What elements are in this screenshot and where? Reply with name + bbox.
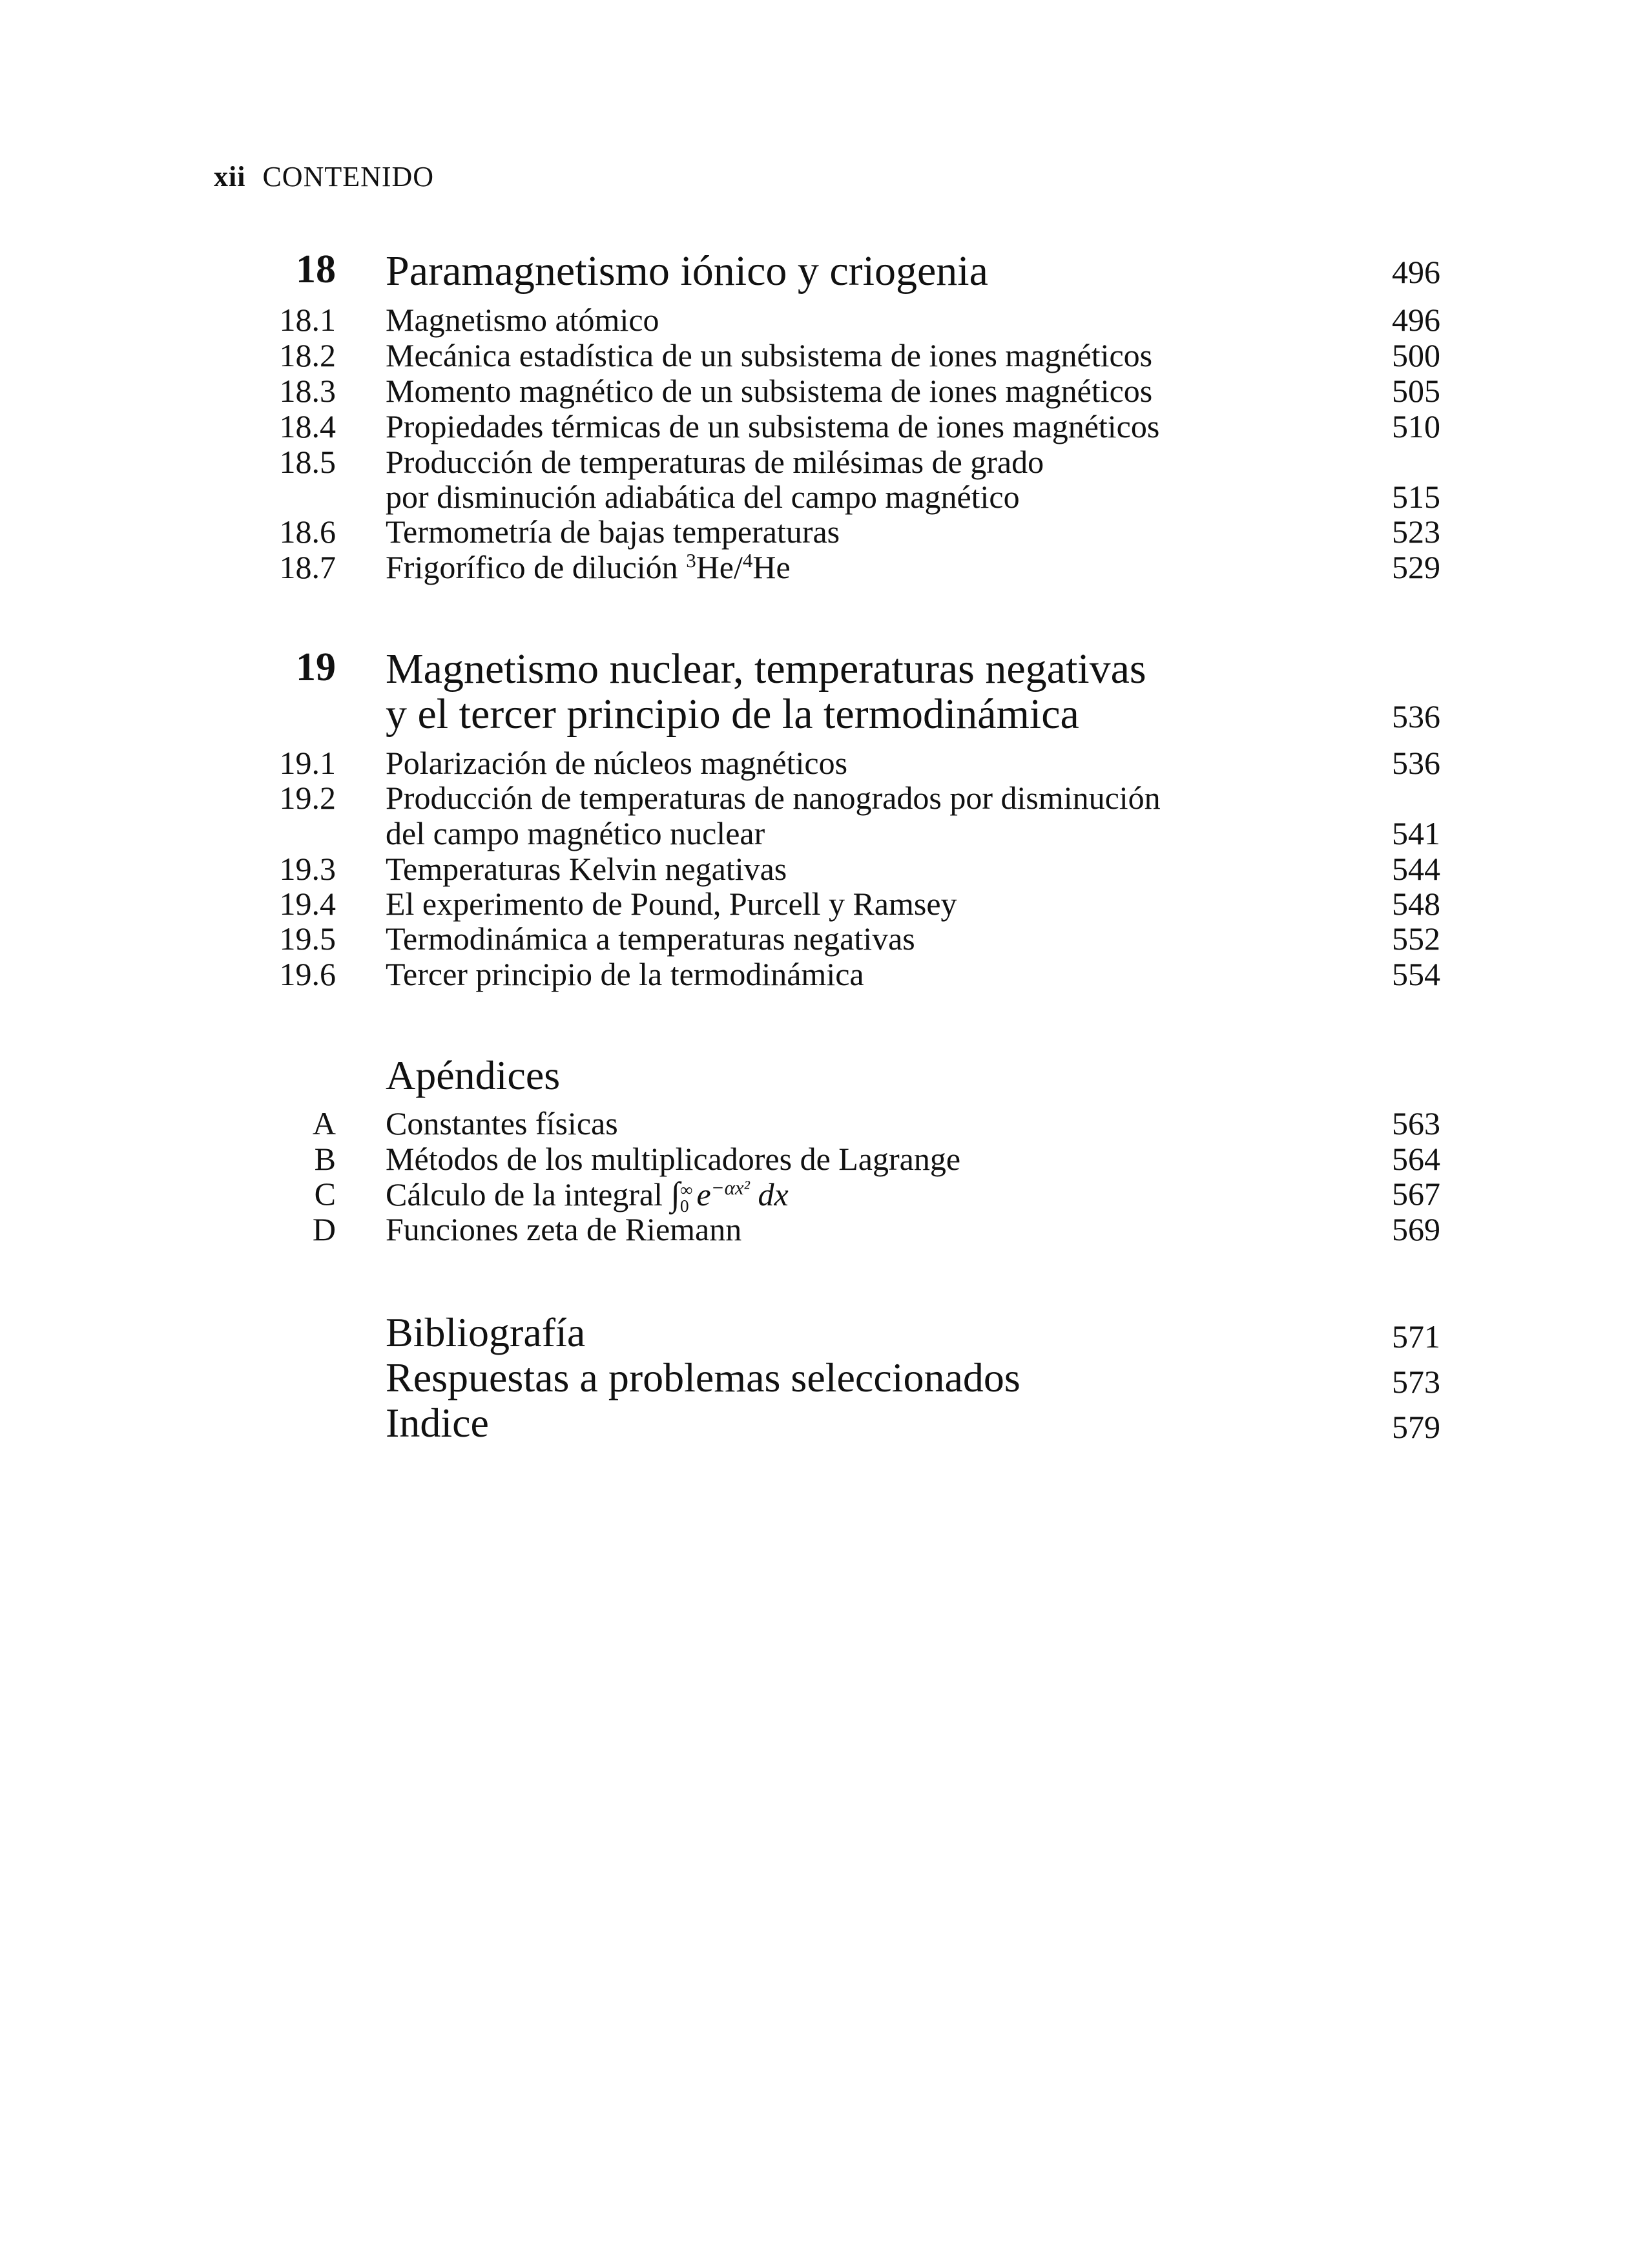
- section-title: Temperaturas Kelvin negativas: [386, 851, 787, 887]
- section-title: Magnetismo atómico: [386, 302, 659, 338]
- backmatter-page: 579: [1392, 1409, 1440, 1445]
- running-title: CONTENIDO: [262, 161, 435, 192]
- section-page: 523: [1392, 514, 1440, 550]
- section-title: Propiedades térmicas de un subsistema de iones magnéticos: [386, 408, 1160, 444]
- section-page: 536: [1392, 745, 1440, 781]
- backmatter-title: Bibliografía: [386, 1309, 586, 1355]
- appendix-title: Cálculo de la integral ∫ ∞ 0 $e^{-\alpha x^2}$ dx: [386, 1176, 789, 1216]
- section-page: 510: [1392, 408, 1440, 444]
- section-title: Momento magnético de un subsistema de iones magnéticos: [386, 373, 1153, 409]
- backmatter-page: 573: [1392, 1364, 1440, 1400]
- section-title-line2: por disminución adiabática del campo magnético: [386, 479, 1020, 515]
- section-title-line1: Producción de temperaturas de milésimas de grado: [386, 444, 1044, 480]
- appendix-page: 564: [1392, 1141, 1440, 1177]
- integral-sign: ∫: [670, 1176, 680, 1213]
- backmatter-title: Respuestas a problemas seleccionados: [386, 1355, 1020, 1400]
- appendix-page: 563: [1392, 1105, 1440, 1141]
- section-number: 19.4: [279, 886, 336, 922]
- appendix-title: Funciones zeta de Riemann: [386, 1211, 742, 1247]
- appendix-title: Constantes físicas: [386, 1105, 618, 1141]
- backmatter-page: 571: [1392, 1318, 1440, 1355]
- section-number: 18.4: [279, 408, 336, 444]
- section-number: 18.1: [279, 302, 336, 338]
- section-number: 19.3: [279, 851, 336, 887]
- appendix-letter: B: [314, 1141, 336, 1177]
- section-number: 18.3: [279, 373, 336, 409]
- section-page: 548: [1392, 886, 1440, 922]
- section-page: 505: [1392, 373, 1440, 409]
- chapter-number: 19: [296, 645, 336, 689]
- chapter-title-line1: Magnetismo nuclear, temperaturas negativas: [386, 645, 1146, 692]
- section-title: Tercer principio de la termodinámica: [386, 956, 864, 992]
- appendix-letter: C: [314, 1176, 336, 1212]
- appendices-heading: Apéndices: [386, 1052, 561, 1098]
- section-title: Termodinámica a temperaturas negativas: [386, 921, 915, 957]
- appendix-page: 569: [1392, 1211, 1440, 1247]
- section-page: 500: [1392, 337, 1440, 373]
- appendix-letter: D: [312, 1211, 336, 1247]
- section-number: 18.6: [279, 514, 336, 550]
- running-head: [214, 160, 434, 193]
- section-title: Termometría de bajas temperaturas: [386, 514, 840, 550]
- section-page: 552: [1392, 921, 1440, 957]
- section-page: 496: [1392, 302, 1440, 338]
- section-title: Polarización de núcleos magnéticos: [386, 745, 848, 781]
- section-number: 18.2: [279, 337, 336, 373]
- section-page: 529: [1392, 549, 1440, 585]
- chapter-page: 496: [1392, 254, 1440, 290]
- section-title: Frigorífico de dilución $^3$He/$^4$He: [386, 548, 791, 585]
- section-title: Mecánica estadística de un subsistema de iones magnéticos: [386, 337, 1153, 373]
- section-page: 515: [1392, 479, 1440, 515]
- section-page: 541: [1392, 815, 1440, 851]
- section-number: 19.5: [279, 921, 336, 957]
- section-number: 19.6: [279, 956, 336, 992]
- appendix-page: 567: [1392, 1176, 1440, 1212]
- backmatter-title: Indice: [386, 1400, 489, 1446]
- chapter-page: 536: [1392, 698, 1440, 734]
- section-number: 19.2: [279, 780, 336, 816]
- appendix-letter: A: [312, 1105, 336, 1141]
- section-page: 544: [1392, 851, 1440, 887]
- section-number: 19.1: [279, 745, 336, 781]
- chapter-title: Paramagnetismo iónico y criogenia: [386, 247, 988, 295]
- chapter-number: 18: [296, 247, 336, 291]
- section-title: El experimento de Pound, Purcell y Ramsey: [386, 886, 957, 922]
- section-page: 554: [1392, 956, 1440, 992]
- section-title-line1: Producción de temperaturas de nanogrados por disminución: [386, 780, 1161, 816]
- chapter-title-line2: y el tercer principio de la termodinámica: [386, 691, 1079, 738]
- section-title-line2: del campo magnético nuclear: [386, 815, 765, 851]
- page-number: xii: [214, 161, 246, 192]
- section-number: 18.5: [279, 444, 336, 480]
- section-number: 18.7: [279, 549, 336, 585]
- appendix-title: Métodos de los multiplicadores de Lagrange: [386, 1141, 961, 1177]
